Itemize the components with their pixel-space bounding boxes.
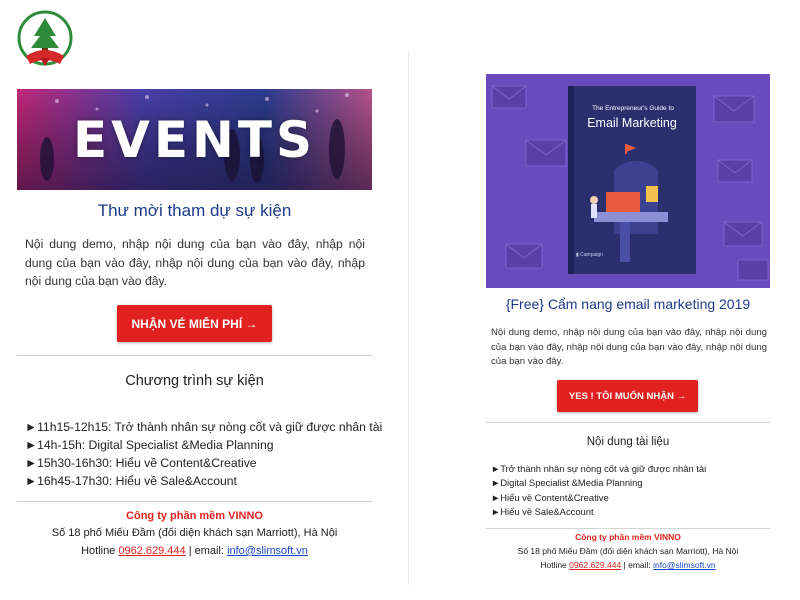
- list-item: ►16h45-17h30: Hiểu về Sale&Account: [25, 474, 237, 488]
- list-item: ►11h15-12h15: Trở thành nhân sự nòng cốt và giữ được nhân tài: [25, 420, 383, 434]
- list-item: ►15h30-16h30: Hiểu về Content&Creative: [25, 456, 257, 470]
- hero-title: EVENTS: [73, 110, 316, 169]
- list-item: ►Hiểu về Sale&Account: [491, 505, 594, 517]
- book-publisher-mark: ▮ Campaign: [576, 252, 603, 258]
- list-item: ►Digital Specialist &Media Planning: [491, 477, 643, 489]
- email-label: | email:: [623, 560, 651, 570]
- list-item: ►Trở thành nhân sự nòng cốt và giữ được nhân tài: [491, 463, 707, 474]
- hotline-link[interactable]: 0962.629.444: [118, 545, 186, 557]
- email-body-text: Nội dung demo, nhập nội dung của bạn vào đây, nhập nội dung của bạn vào đây, nhập nội dung của bạn vào đây, nhập nội dung của bạn vào đây.: [491, 327, 767, 367]
- email-title: Thư mời tham dự sự kiện: [97, 201, 292, 220]
- book-heading-big: Email Marketing: [587, 116, 677, 130]
- agenda-heading: Chương trình sự kiện: [125, 373, 264, 389]
- list-item: ►14h-15h: Digital Specialist &Media Planning: [25, 438, 274, 452]
- contact-line: [17, 545, 372, 557]
- divider: [17, 355, 372, 356]
- email-title: {Free} Cẩm nang email marketing 2019: [505, 296, 751, 312]
- hotline-link[interactable]: 0962.629.444: [569, 560, 622, 570]
- hotline-label: Hotline: [540, 560, 567, 570]
- divider: [486, 528, 770, 529]
- ebook-offer-email: [486, 74, 770, 579]
- email-label: | email:: [188, 545, 224, 557]
- contents-list: [491, 462, 769, 519]
- book-heading-small: The Entrepreneur's Guide to: [592, 105, 674, 112]
- contents-heading: Nội dung tài liệu: [586, 436, 670, 448]
- list-item: ►Hiểu về Content&Creative: [491, 491, 609, 503]
- company-address: Số 18 phố Miếu Đầm (đối diện khách sạn Marriott), Hà Nội: [51, 527, 338, 539]
- claim-ebook-button[interactable]: YES ! TÔI MUỐN NHẬN →: [557, 380, 698, 412]
- email-link[interactable]: info@slimsoft.vn: [653, 560, 716, 570]
- agenda-list: [25, 418, 383, 490]
- company-address: Số 18 phố Miếu Đầm (đối diện khách sạn Marriott), Hà Nội: [517, 546, 739, 556]
- pine-tree-icon: [14, 8, 76, 74]
- email-body-text: Nội dung demo, nhập nội dung của bạn vào đây, nhập nội dung của bạn vào đây, nhập nội dung của bạn vào đây, nhập nội dung của bạn vào đây.: [25, 237, 365, 288]
- hotline-label: Hotline: [81, 545, 116, 557]
- company-name: Công ty phần mềm VINNO: [126, 510, 263, 522]
- divider: [486, 422, 770, 423]
- ebook-cover-image: [486, 74, 770, 288]
- company-name: Công ty phần mềm VINNO: [575, 532, 681, 542]
- contact-line: [486, 560, 770, 570]
- divider: [408, 50, 409, 585]
- get-free-ticket-button[interactable]: NHẬN VÉ MIỄN PHÍ →: [117, 305, 272, 342]
- divider: [17, 501, 372, 502]
- email-link[interactable]: info@slimsoft.vn: [227, 545, 308, 557]
- events-hero-image: [17, 89, 372, 190]
- brand-logo[interactable]: [14, 8, 76, 74]
- event-invitation-email: [17, 89, 383, 579]
